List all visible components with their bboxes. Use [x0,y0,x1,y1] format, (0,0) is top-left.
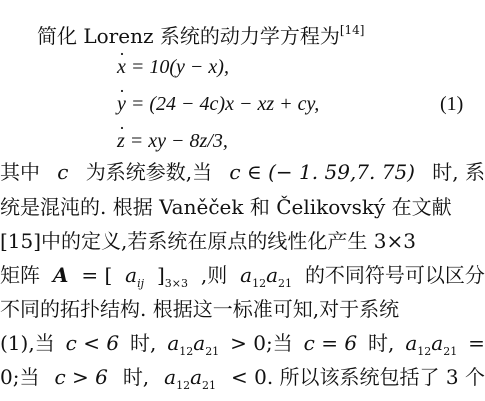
paragraph-line-3: [15]中的定义,若系统在原点的线性化产生 3×3 [0,229,416,253]
eq1-lhs: · x [117,54,126,80]
matrix-a: A [52,263,69,287]
paragraph-line-1 [0,159,485,185]
paragraph-line-2: 统是混沌的. 根据 Vaněček 和 Čelikovský 在文献 [0,195,452,219]
p6-b: c < 6 [65,331,120,355]
p7-a12a21: $a_{12}a_{21}$ [164,365,217,392]
p6-g: c = 6 [303,331,358,355]
eq3-rhs: = xy − 8z/3, [129,130,228,152]
p7-f: < 0. 所以该系统包括了 3 个 [230,365,485,389]
p1-c: 为系统参数,当 [85,160,213,184]
citation-ref-14: [14] [339,23,365,37]
p6-a12a21-b: $a_{12}a_{21}$ [405,331,458,358]
p4-bracket: ]$_{3\times 3}$ [156,263,188,290]
p7-c: 时, [122,365,150,389]
equation-2 [117,91,319,117]
p6-f: > 0;当 [230,331,293,355]
intro-line [37,17,365,49]
p1-e: 时, 系 [432,160,485,184]
p1-d: c ∈ (− 1. 59,7. 75) [229,160,415,184]
eq2-lhs: · y [117,91,126,117]
equation-3 [117,128,228,154]
eq1-rhs: = 10(y − x), [130,56,229,78]
p4-a: 矩阵 [0,263,40,287]
eq2-rhs: = (24 − 4c)x − xz + cy, [130,93,320,115]
p1-b: c [57,160,69,184]
p4-c: = [ [81,263,113,287]
equation-1 [117,54,229,80]
p6-a12a21: $a_{12}a_{21}$ [167,331,220,358]
p4-i: 的不同符号可以区分 [304,263,485,287]
p4-a12a21: $a_{12}a_{21}$ [240,263,293,290]
p6-h: 时, [368,331,395,355]
p6-c: 时, [130,331,157,355]
paragraph-line-4 [0,262,485,292]
paragraph-line-6 [0,330,485,360]
paragraph-line-7 [0,364,485,394]
paragraph-line-5: 不同的拓扑结构. 根据这一标准可知,对于系统 [0,297,400,321]
p1-a: 其中 [0,160,40,184]
eq3-lhs: · z [117,128,125,154]
p7-b: c > 6 [54,365,108,389]
intro-text: 简化 Lorenz 系统的动力学方程为 [37,24,340,48]
equation-number: (1) [440,93,464,115]
p4-f: ,则 [200,263,228,287]
p7-a: 0;当 [0,365,40,389]
p4-aij: $a_{ij}$ [125,263,145,290]
p6-k: = [468,331,485,355]
p6-a: (1),当 [0,331,55,355]
